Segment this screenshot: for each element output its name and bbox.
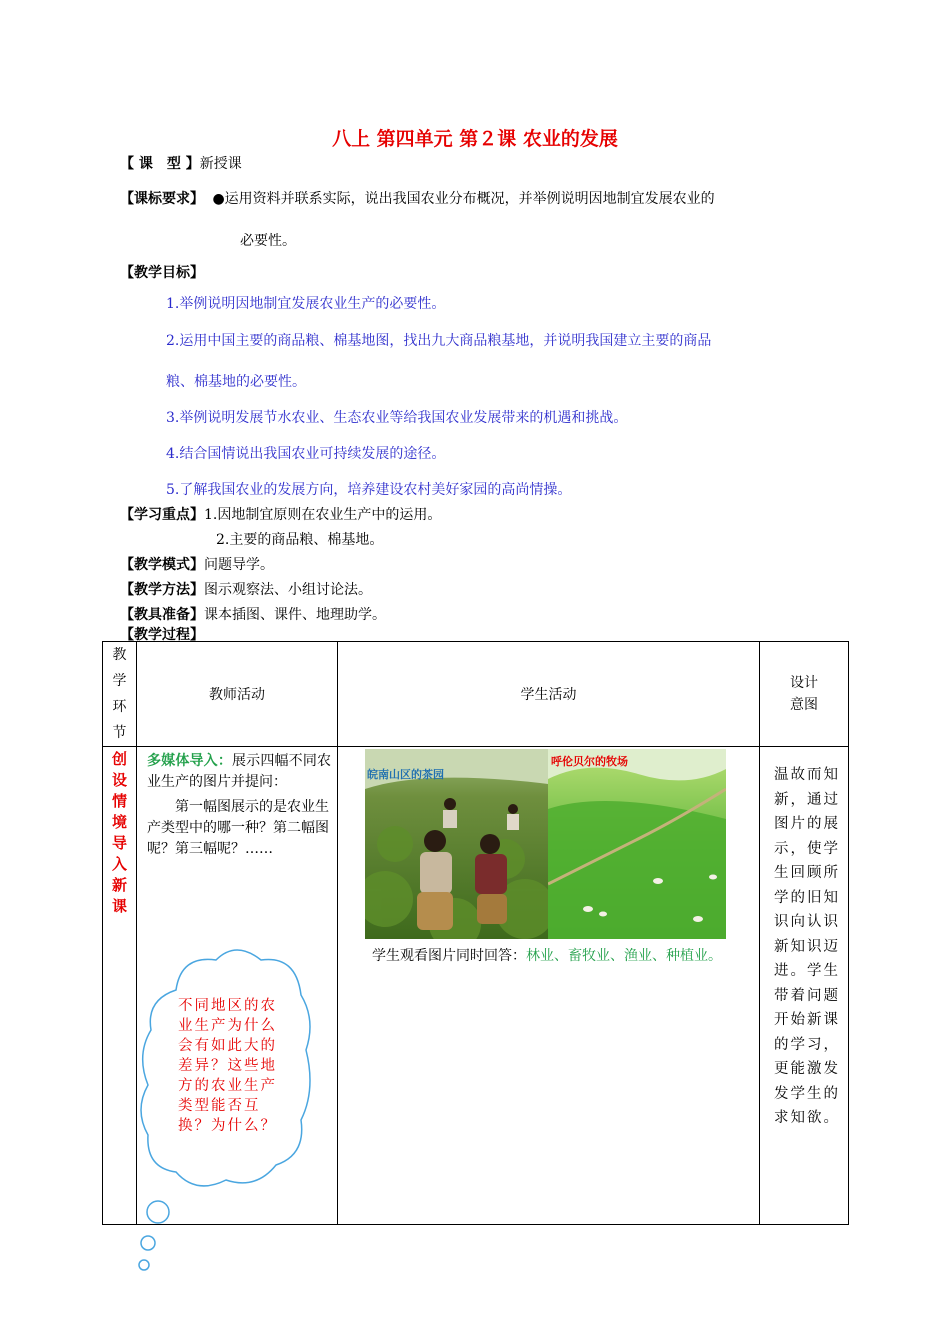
- tea-garden-caption: 皖南山区的茶园: [367, 768, 444, 781]
- objective-item: 4.结合国情说出我国农业可持续发展的途径。: [166, 446, 446, 462]
- teacher-text-2: 第一幅图展示的是农业生产类型中的哪一种？第二幅图呢？第三幅呢？……: [147, 799, 329, 857]
- tools-label: 【教具准备】: [120, 607, 204, 623]
- teacher-lead: 多媒体导入：: [147, 753, 232, 769]
- key-point-item: 1.因地制宜原则在农业生产中的运用。: [204, 507, 442, 523]
- mode-label: 【教学模式】: [120, 557, 204, 573]
- lesson-type-label: 【 课 型 】: [120, 156, 200, 172]
- key-points-row: [120, 504, 441, 524]
- header-stage: 教学环节: [103, 642, 137, 747]
- objective-item: 5.了解我国农业的发展方向，培养建设农村美好家园的高尚情操。: [166, 482, 572, 498]
- tools-value: 课本插图、课件、地理助学。: [204, 607, 386, 623]
- objective-item: 2.运用中国主要的商品粮、棉基地图，找出九大商品粮基地，并说明我国建立主要的商品: [166, 333, 712, 349]
- standard-label: 【课标要求】: [120, 191, 204, 207]
- cloud-question: 不同地区的农业生产为什么会有如此大的差异？这些地方的农业生产类型能否互换？为什么？: [178, 998, 277, 1134]
- standard-line1: ●运用资料并联系实际，说出我国农业分布概况，并举例说明因地制宜发展农业的: [212, 191, 715, 207]
- pasture-photo: [548, 749, 726, 939]
- design-cell: 温故而知新，通过图片的展示，使学生回顾所学的旧知识向认识新知识迈进。学生带着问题开始新课的学习，更能激发发学生的求知欲。: [760, 747, 849, 1225]
- lesson-type-value: 新授课: [199, 156, 242, 172]
- standard-row: [120, 188, 715, 208]
- objective-item: 粮、棉基地的必要性。: [166, 374, 306, 390]
- header-student: 学生活动: [338, 642, 760, 747]
- tea-garden-photo: [365, 749, 548, 939]
- page-title: 八上 第四单元 第２课 农业的发展: [332, 128, 618, 150]
- mode-value: 问题导学。: [204, 557, 274, 573]
- standard-line2: 必要性。: [240, 233, 296, 249]
- method-label: 【教学方法】: [120, 582, 204, 598]
- key-point-item: 2.主要的商品粮、棉基地。: [216, 532, 384, 548]
- student-answer: 林业、畜牧业、渔业、种植业。: [526, 948, 722, 964]
- method-value: 图示观察法、小组讨论法。: [204, 582, 372, 598]
- header-teacher: 教师活动: [137, 642, 338, 747]
- header-design: 设计意图: [760, 642, 849, 747]
- mode-row: [120, 554, 274, 574]
- student-text: 学生观看图片同时回答：: [372, 948, 526, 964]
- tools-row: [120, 604, 386, 624]
- pasture-caption: 呼伦贝尔的牧场: [551, 755, 628, 768]
- teacher-text-1: 展示四幅不同农业生产的图片并提问：: [147, 753, 331, 790]
- process-label: 【教学过程】: [120, 627, 204, 643]
- key-points-label: 【学习重点】: [120, 507, 204, 523]
- student-activity: [372, 944, 746, 969]
- method-row: [120, 579, 372, 599]
- table-header-row: [103, 642, 849, 747]
- objective-item: 3.举例说明发展节水农业、生态农业等给我国农业发展带来的机遇和挑战。: [166, 410, 628, 426]
- objectives-label: 【教学目标】: [120, 265, 204, 281]
- stage-cell: 创设情境 导入新课: [103, 747, 137, 1225]
- objective-item: 1.举例说明因地制宜发展农业生产的必要性。: [166, 296, 446, 312]
- lesson-type-row: [120, 153, 242, 173]
